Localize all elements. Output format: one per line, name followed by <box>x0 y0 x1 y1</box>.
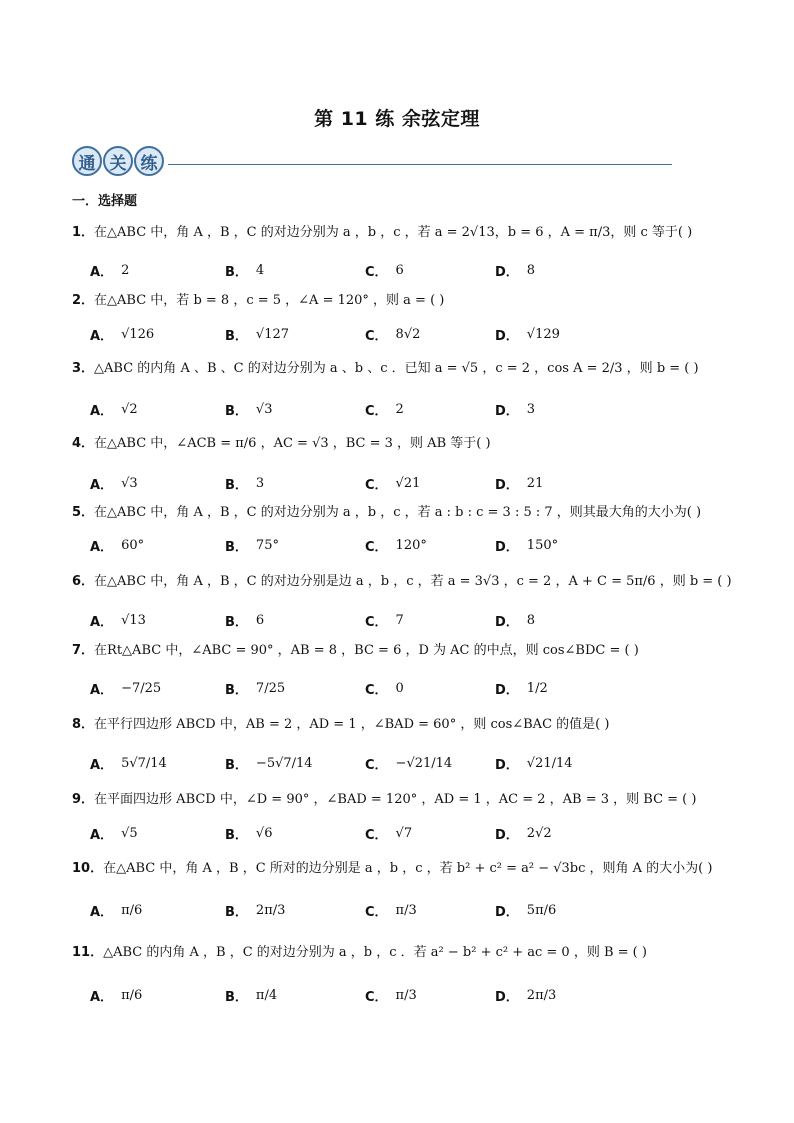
option-label: D． <box>495 682 519 698</box>
option-b[interactable] <box>225 463 264 503</box>
option-d[interactable] <box>495 890 556 930</box>
option-value: √21 <box>395 475 421 491</box>
option-label: B． <box>225 477 248 493</box>
options-9 <box>90 813 710 853</box>
options-11 <box>90 975 710 1015</box>
option-value: −7/25 <box>121 680 162 696</box>
option-b[interactable] <box>225 250 264 290</box>
option-value: √5 <box>121 825 138 841</box>
option-c[interactable] <box>365 463 420 503</box>
option-value: 2π/3 <box>255 902 286 918</box>
question-number: 5． <box>72 505 95 520</box>
option-d[interactable] <box>495 813 552 853</box>
option-label: C． <box>365 403 388 419</box>
option-value: π/3 <box>395 902 417 918</box>
option-value: 6 <box>395 262 404 278</box>
question-text: 在平行四边形 ABCD 中，AB = 2 ，AD = 1 ，∠BAD = 60° ，则 cos∠BAC 的值是( ) <box>94 717 610 732</box>
option-c[interactable] <box>365 890 417 930</box>
option-value: 4 <box>255 262 265 278</box>
question-text: 在△ABC 中，∠ACB = π/6 ，AC = √3 ，BC = 3 ，则 AB 等于( ) <box>94 436 491 451</box>
option-value: 5π/6 <box>526 902 557 918</box>
option-b[interactable] <box>225 314 289 354</box>
option-label: B． <box>225 264 248 280</box>
option-c[interactable] <box>365 813 412 853</box>
question-6 <box>72 575 732 588</box>
question-number: 4． <box>72 436 95 451</box>
option-value: √7 <box>395 825 413 841</box>
banner-badge <box>72 146 164 176</box>
banner-char: 通 <box>72 146 102 176</box>
question-number: 2． <box>72 293 95 308</box>
option-b[interactable] <box>225 975 277 1015</box>
option-label: D． <box>495 904 519 920</box>
option-d[interactable] <box>495 250 535 290</box>
option-label: C． <box>365 827 388 843</box>
banner-char: 练 <box>134 146 164 176</box>
option-label: B． <box>225 539 248 555</box>
option-value: 150° <box>526 537 559 553</box>
question-5 <box>72 506 701 519</box>
question-number: 7． <box>72 643 95 658</box>
option-value: √2 <box>121 401 138 417</box>
options-4 <box>90 463 710 503</box>
option-a[interactable] <box>90 600 146 640</box>
options-6 <box>90 600 710 640</box>
question-10 <box>72 862 712 875</box>
option-label: A． <box>90 264 114 280</box>
option-c[interactable] <box>365 743 452 783</box>
section-heading: 一．选择题 <box>72 194 138 209</box>
option-label: C． <box>365 757 388 773</box>
question-number: 8． <box>72 717 95 732</box>
option-c[interactable] <box>365 975 417 1015</box>
option-a[interactable] <box>90 743 167 783</box>
option-c[interactable] <box>365 600 404 640</box>
option-a[interactable] <box>90 463 138 503</box>
option-value: 1/2 <box>526 680 548 696</box>
option-label: B． <box>225 328 248 344</box>
question-8 <box>72 718 609 731</box>
page-title: 第 11 练 余弦定理 <box>314 108 480 130</box>
option-d[interactable] <box>495 463 543 503</box>
option-value: 21 <box>526 475 544 491</box>
option-b[interactable] <box>225 890 285 930</box>
question-text: 在Rt△ABC 中，∠ABC = 90° ，AB = 8 ，BC = 6 ，D 为 AC 的中点，则 cos∠BDC = ( ) <box>94 643 639 658</box>
option-c[interactable] <box>365 668 404 708</box>
option-label: A． <box>90 328 114 344</box>
option-value: 6 <box>255 612 265 628</box>
option-label: C． <box>365 477 388 493</box>
option-label: B． <box>225 757 248 773</box>
question-text: △ABC 的内角 A 、B 、C 的对边分别为 a 、b 、c ．已知 a = √5 ，c = 2 ，cos A = 2/3 ，则 b = ( ) <box>94 361 699 376</box>
option-d[interactable] <box>495 600 535 640</box>
options-5 <box>90 525 710 565</box>
option-label: C． <box>365 989 388 1005</box>
option-value: √3 <box>255 401 273 417</box>
option-b[interactable] <box>225 813 272 853</box>
option-label: A． <box>90 539 114 555</box>
question-number: 3． <box>72 361 95 376</box>
option-label: D． <box>495 614 519 630</box>
option-d[interactable] <box>495 389 535 429</box>
banner-rule <box>168 164 672 165</box>
question-3 <box>72 362 699 375</box>
option-value: 60° <box>121 537 145 553</box>
option-a[interactable] <box>90 525 144 565</box>
option-label: B． <box>225 682 248 698</box>
option-a[interactable] <box>90 314 154 354</box>
option-label: B． <box>225 614 248 630</box>
option-label: D． <box>495 328 519 344</box>
option-value: √6 <box>255 825 273 841</box>
option-value: 2 <box>121 262 130 278</box>
option-label: A． <box>90 757 114 773</box>
option-value: 8 <box>526 612 536 628</box>
option-value: √126 <box>121 326 155 342</box>
option-label: C． <box>365 328 388 344</box>
option-label: C． <box>365 614 388 630</box>
option-value: 8 <box>526 262 536 278</box>
option-value: −5√7/14 <box>255 755 313 771</box>
option-b[interactable] <box>225 525 279 565</box>
banner-char: 关 <box>103 146 133 176</box>
question-text: 在△ABC 中，角 A ，B ，C 的对边分别为 a ，b ，c ，若 a = 2√13，b = 6 ，A = π/3，则 c 等于( ) <box>94 225 693 240</box>
question-text: 在△ABC 中，若 b = 8 ，c = 5 ，∠A = 120° ，则 a = ( ) <box>94 293 445 308</box>
option-value: π/6 <box>121 902 143 918</box>
question-text: 在△ABC 中，角 A ，B ，C 所对的边分别是 a ，b ，c ，若 b² + c² = a² − √3bc ，则角 A 的大小为( ) <box>103 861 713 876</box>
option-c[interactable] <box>365 250 404 290</box>
option-value: √3 <box>121 475 138 491</box>
option-label: A． <box>90 904 114 920</box>
option-value: √13 <box>121 612 146 628</box>
option-c[interactable] <box>365 314 420 354</box>
option-value: 75° <box>255 537 279 553</box>
option-value: 3 <box>526 401 536 417</box>
options-1 <box>90 250 710 290</box>
option-value: 120° <box>395 537 427 553</box>
option-a[interactable] <box>90 250 129 290</box>
option-label: A． <box>90 682 114 698</box>
option-label: D． <box>495 827 519 843</box>
option-c[interactable] <box>365 389 404 429</box>
question-text: 在△ABC 中，角 A ，B ，C 的对边分别是边 a ，b ，c ，若 a = 3√3 ，c = 2 ，A + C = 5π/6 ，则 b = ( ) <box>94 574 732 589</box>
question-text: 在平面四边形 ABCD 中，∠D = 90° ，∠BAD = 120° ，AD = 1 ，AC = 2 ，AB = 3 ，则 BC = ( ) <box>94 792 697 807</box>
option-label: D． <box>495 477 519 493</box>
option-a[interactable] <box>90 975 142 1015</box>
option-label: C． <box>365 264 388 280</box>
option-value: √21/14 <box>526 755 573 771</box>
question-number: 1． <box>72 225 95 240</box>
options-10 <box>90 890 710 930</box>
option-b[interactable] <box>225 668 285 708</box>
option-label: A． <box>90 403 114 419</box>
option-value: π/6 <box>121 987 143 1003</box>
option-label: A． <box>90 827 114 843</box>
option-label: D． <box>495 757 519 773</box>
option-label: A． <box>90 989 114 1005</box>
question-11 <box>72 946 647 959</box>
option-b[interactable] <box>225 389 272 429</box>
option-label: A． <box>90 477 114 493</box>
option-b[interactable] <box>225 743 313 783</box>
option-label: B． <box>225 827 248 843</box>
option-d[interactable] <box>495 314 560 354</box>
option-a[interactable] <box>90 890 142 930</box>
option-label: D． <box>495 264 519 280</box>
option-d[interactable] <box>495 668 548 708</box>
option-label: C． <box>365 539 388 555</box>
option-label: C． <box>365 682 388 698</box>
question-number: 9． <box>72 792 95 807</box>
option-a[interactable] <box>90 668 161 708</box>
option-a[interactable] <box>90 813 138 853</box>
option-value: 2π/3 <box>526 987 557 1003</box>
option-label: B． <box>225 403 248 419</box>
question-text: 在△ABC 中，角 A ，B ，C 的对边分别为 a ，b ，c ，若 a : b : c = 3 : 5 : 7 ，则其最大角的大小为( ) <box>94 505 702 520</box>
section-banner <box>72 146 672 176</box>
option-value: 8√2 <box>395 326 421 342</box>
options-2 <box>90 314 710 354</box>
option-label: B． <box>225 989 248 1005</box>
option-value: 5√7/14 <box>121 755 167 771</box>
question-2 <box>72 294 444 307</box>
question-9 <box>72 793 696 806</box>
option-c[interactable] <box>365 525 427 565</box>
option-value: √129 <box>526 326 560 342</box>
question-number: 6． <box>72 574 95 589</box>
option-label: D． <box>495 539 519 555</box>
option-value: 7 <box>395 612 404 628</box>
question-text: △ABC 的内角 A ，B ，C 的对边分别为 a ，b ，c ．若 a² − b² + c² + ac = 0 ，则 B = ( ) <box>103 945 647 960</box>
option-d[interactable] <box>495 743 573 783</box>
question-number: 10． <box>72 861 104 876</box>
option-value: √127 <box>255 326 290 342</box>
option-value: 2 <box>395 401 404 417</box>
option-value: 0 <box>395 680 404 696</box>
option-a[interactable] <box>90 389 138 429</box>
option-value: π/4 <box>255 987 278 1003</box>
option-b[interactable] <box>225 600 264 640</box>
option-label: D． <box>495 403 519 419</box>
option-value: 2√2 <box>526 825 552 841</box>
option-value: −√21/14 <box>395 755 453 771</box>
options-8 <box>90 743 710 783</box>
question-1 <box>72 226 692 239</box>
option-d[interactable] <box>495 975 556 1015</box>
option-value: π/3 <box>395 987 417 1003</box>
options-3 <box>90 389 710 429</box>
option-d[interactable] <box>495 525 558 565</box>
option-value: 3 <box>255 475 265 491</box>
question-7 <box>72 644 639 657</box>
question-number: 11． <box>72 945 104 960</box>
options-7 <box>90 668 710 708</box>
option-value: 7/25 <box>255 680 286 696</box>
option-label: D． <box>495 989 519 1005</box>
option-label: C． <box>365 904 388 920</box>
option-label: A． <box>90 614 114 630</box>
option-label: B． <box>225 904 248 920</box>
question-4 <box>72 437 491 450</box>
